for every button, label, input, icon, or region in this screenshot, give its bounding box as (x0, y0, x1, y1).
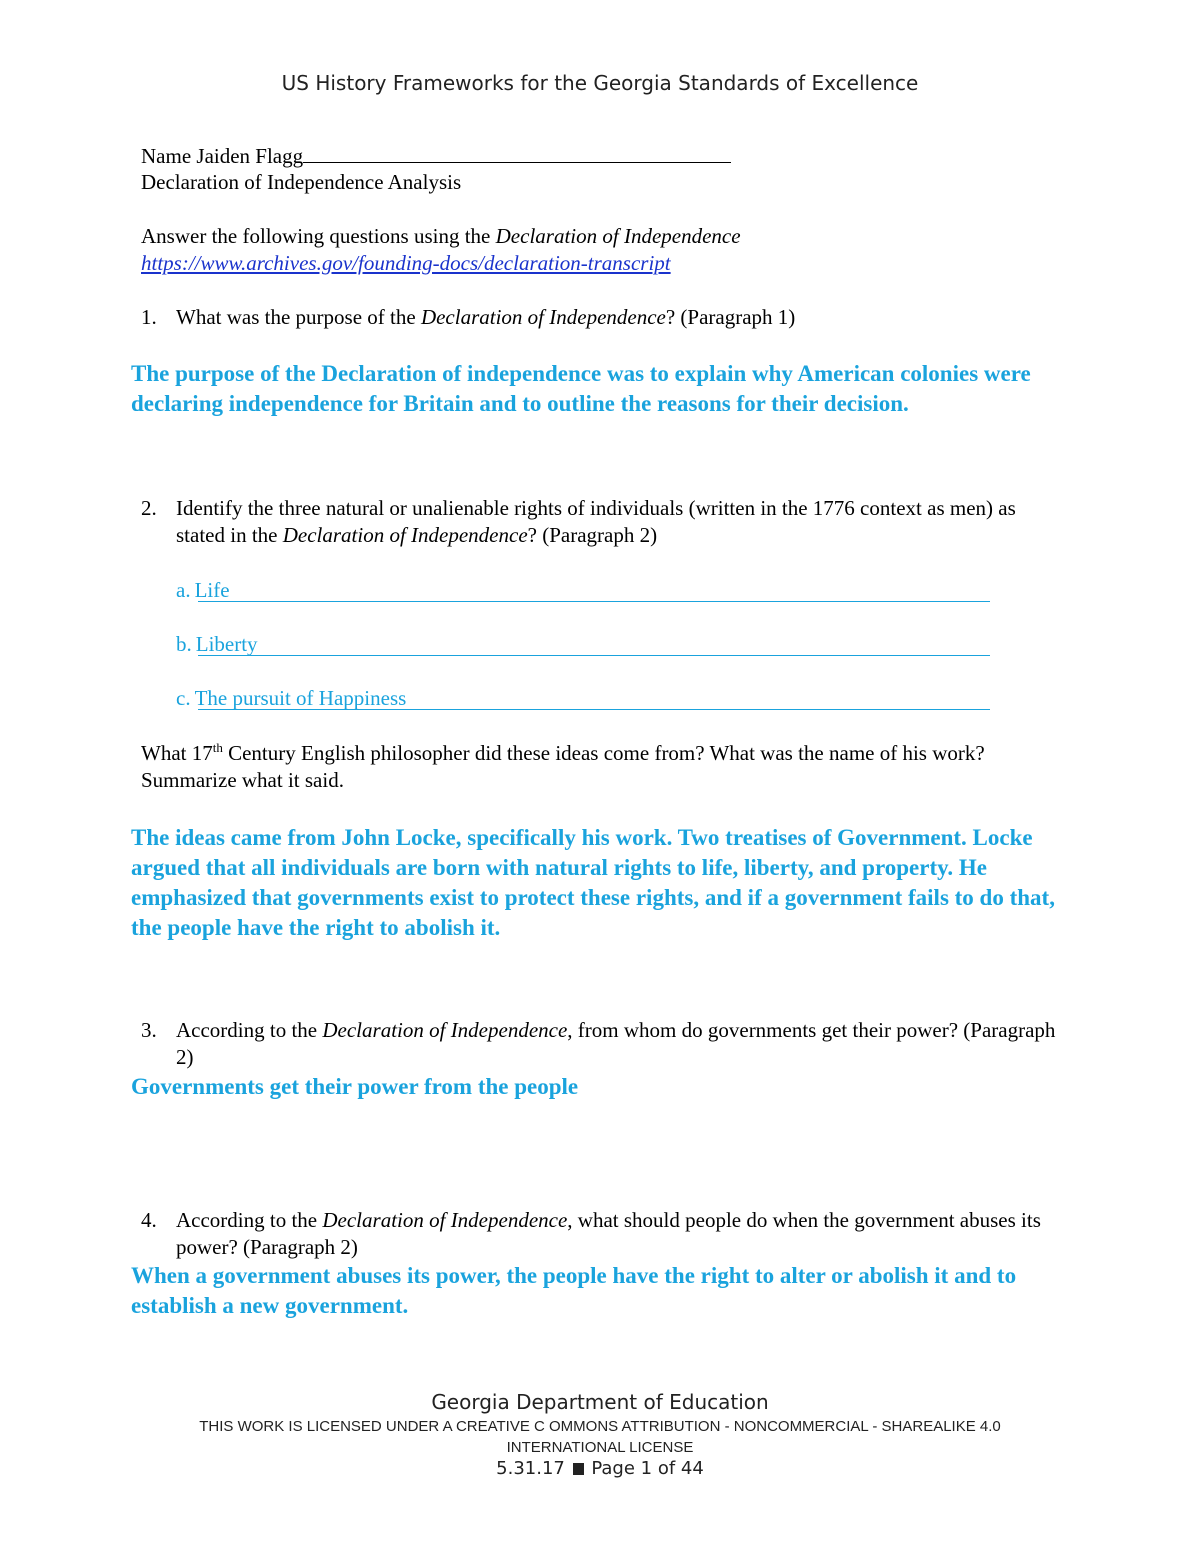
choice-value: Liberty (195, 632, 258, 656)
answer-1: The purpose of the Declaration of independence was to explain why American colonies were declaring independence for Britain and to outline the reasons for their decision. (131, 361, 1031, 416)
footer-license: THIS WORK IS LICENSED UNDER A CREATIVE C OMMONS ATTRIBUTION - NONCOMMERCIAL - SHAREALIKE 4.0 INTERNATIONAL LICENSE (199, 1418, 1001, 1456)
question-number: 2. (141, 496, 157, 520)
choice-value: Life (194, 578, 230, 602)
instruction-text: Answer the following questions using the (141, 224, 496, 248)
choice-letter: b. (176, 632, 192, 656)
followup-text-end: Century English philosopher did these ideas come from? What was the name of his work? Summarize what it said. (141, 741, 985, 792)
question-4 (141, 1207, 1061, 1261)
instruction (141, 223, 741, 250)
question-3 (141, 1017, 1061, 1071)
choice-letter: a. (176, 578, 191, 602)
followup-question (141, 740, 1041, 794)
choice-value: The pursuit of Happiness (194, 686, 407, 710)
followup-text: What 17 (141, 741, 213, 765)
document-title: Declaration of Independence Analysis (141, 170, 462, 194)
footer-page-info (0, 1458, 1200, 1479)
choice-underline (198, 709, 990, 710)
footer-org: Georgia Department of Education (431, 1390, 769, 1414)
source-link[interactable]: https://www.archives.gov/founding-docs/declaration-transcript (141, 251, 671, 275)
question-text: Identify the three natural or unalienable rights of individuals (written in the 1776 context as men) as stated in the (176, 496, 1016, 547)
question-doc-name: Declaration of Independence (420, 305, 666, 329)
question-text-end: ? (Paragraph 2) (527, 523, 658, 547)
question-doc-name: Declaration of Independence (322, 1208, 568, 1232)
choice-underline (198, 601, 990, 602)
question-2 (141, 495, 1061, 549)
name-label: Name Jaiden Flagg (141, 144, 304, 168)
choice-b (176, 631, 990, 658)
question-text: What was the purpose of the (176, 305, 421, 329)
separator-icon (573, 1463, 584, 1475)
answer-2: The ideas came from John Locke, specifically his work. Two treatises of Government. Locke argued that all individuals are born with natural rights to life, liberty, and property. He emphasized that governments exist to protect these rights, and if a government fails to do that, the people have the right to abolish it. (131, 825, 1055, 940)
name-field (141, 142, 731, 170)
question-text: According to the (176, 1018, 323, 1042)
question-doc-name: Declaration of Independence (322, 1018, 568, 1042)
question-text-end: , what should people do when the government abuses its power? (Paragraph 2) (176, 1208, 1041, 1259)
choice-c (176, 685, 990, 712)
question-text-end: , from whom do governments get their power? (Paragraph 2) (176, 1018, 1056, 1069)
question-1 (141, 304, 1061, 331)
source-link-line (141, 250, 671, 277)
choice-letter: c. (176, 686, 191, 710)
name-underline (303, 142, 731, 163)
instruction-doc-name: Declaration of Independence (495, 224, 741, 248)
page-number: Page 1 of 44 (591, 1458, 704, 1479)
question-text-end: ? (Paragraph 1) (665, 305, 796, 329)
question-text: According to the (176, 1208, 323, 1232)
answer-4: When a government abuses its power, the people have the right to alter or abolish it and to establish a new government. (131, 1263, 1017, 1318)
question-doc-name: Declaration of Independence (282, 523, 528, 547)
followup-superscript: th (212, 740, 223, 755)
choice-underline (198, 655, 990, 656)
page-header: US History Frameworks for the Georgia Standards of Excellence (281, 71, 919, 95)
question-number: 4. (141, 1208, 157, 1232)
answer-3: Governments get their power from the people (131, 1074, 579, 1099)
question-number: 3. (141, 1018, 157, 1042)
question-number: 1. (141, 305, 157, 329)
choice-a (176, 577, 990, 604)
footer-date: 5.31.17 (496, 1458, 565, 1479)
